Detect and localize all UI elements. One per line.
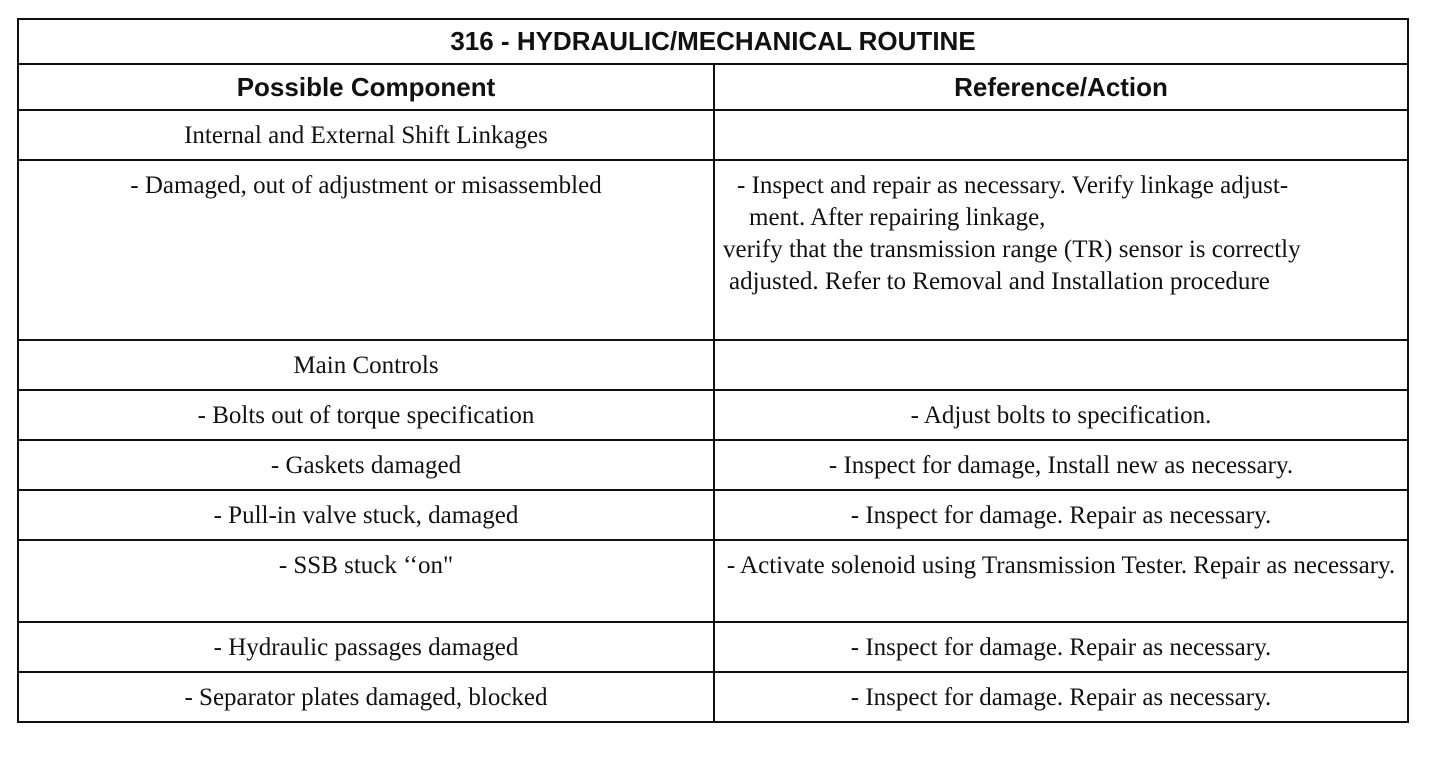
component-cell: - Pull-in valve stuck, damaged — [18, 490, 714, 540]
table-row — [18, 390, 1408, 440]
table-header-row — [18, 64, 1408, 110]
action-cell — [714, 160, 1408, 340]
table-row — [18, 440, 1408, 490]
component-cell: - SSB stuck ‘‘on" — [18, 540, 714, 622]
table-title-row — [18, 19, 1408, 64]
action-cell — [714, 340, 1408, 390]
table-row — [18, 622, 1408, 672]
action-cell: - Inspect for damage, Install new as necessary. — [714, 440, 1408, 490]
action-cell: - Adjust bolts to specification. — [714, 390, 1408, 440]
component-cell: - Damaged, out of adjustment or misassembled — [18, 160, 714, 340]
table-row — [18, 340, 1408, 390]
table-row — [18, 672, 1408, 722]
action-line: ment. After repairing linkage, — [749, 204, 1046, 231]
table-row — [18, 110, 1408, 160]
component-cell: Main Controls — [18, 340, 714, 390]
action-cell: - Activate solenoid using Transmission Tester. Repair as necessary. — [714, 540, 1408, 622]
component-cell: - Bolts out of torque specification — [18, 390, 714, 440]
column-header-action: Reference/Action — [714, 64, 1408, 110]
action-cell: - Inspect for damage. Repair as necessary. — [714, 622, 1408, 672]
table-row — [18, 490, 1408, 540]
action-line: verify that the transmission range (TR) sensor is correctly — [723, 236, 1301, 263]
component-cell: - Separator plates damaged, blocked — [18, 672, 714, 722]
table-row — [18, 540, 1408, 622]
action-cell: - Inspect for damage. Repair as necessary. — [714, 672, 1408, 722]
action-cell: - Inspect for damage. Repair as necessary. — [714, 490, 1408, 540]
component-cell: Internal and External Shift Linkages — [18, 110, 714, 160]
table-row — [18, 160, 1408, 340]
action-line: adjusted. Refer to Removal and Installation procedure — [729, 268, 1270, 295]
table-title: 316 - HYDRAULIC/MECHANICAL ROUTINE — [18, 19, 1408, 64]
diagnostic-table-container — [17, 18, 1407, 723]
component-cell: - Gaskets damaged — [18, 440, 714, 490]
component-cell: - Hydraulic passages damaged — [18, 622, 714, 672]
action-line: - Inspect and repair as necessary. Verify linkage adjust- — [737, 172, 1289, 199]
column-header-component: Possible Component — [18, 64, 714, 110]
hydraulic-mechanical-routine-table — [17, 18, 1409, 723]
action-cell — [714, 110, 1408, 160]
